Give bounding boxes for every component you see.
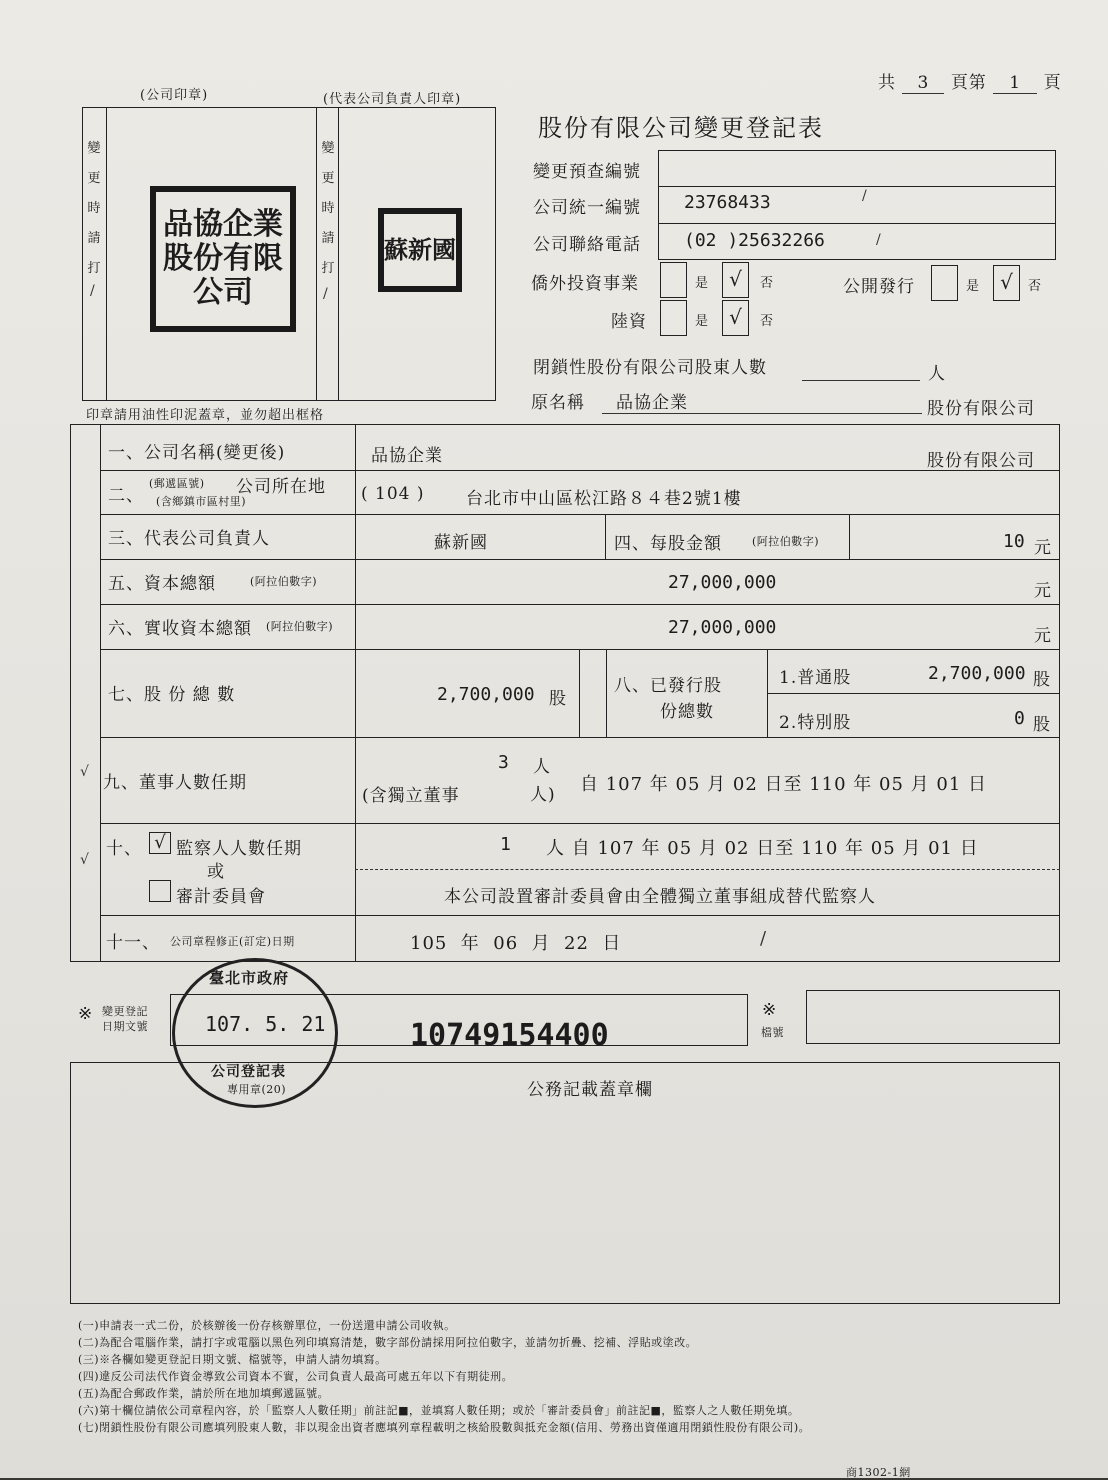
- government-stamp: 臺北市政府 公司登記表 專用章(20): [172, 958, 338, 1108]
- public-label: 公開發行: [843, 277, 915, 297]
- par-value: 10: [1003, 531, 1025, 552]
- mainland-no-box[interactable]: √: [722, 300, 749, 336]
- note-item: (五)為配合郵政作業，請於所在地加填郵遞區號。: [78, 1387, 330, 1400]
- rep-change-note: 變更時請打: [321, 141, 335, 276]
- supervisor-term: 人 自 107 年 05 月 02 日至 110 年 05 月 01 日: [546, 838, 979, 859]
- mainland-label: 陸資: [611, 312, 647, 332]
- special-stock-value: 0: [1014, 708, 1025, 729]
- company-change-note: 變更時請打: [87, 141, 101, 276]
- form-title: 股份有限公司變更登記表: [538, 114, 824, 142]
- public-yes-box[interactable]: [931, 265, 958, 301]
- phone-value: (02 )25632266: [684, 230, 825, 251]
- postal-code: ( 104 ): [361, 484, 425, 504]
- special-stock-label: 2.特別股: [779, 713, 852, 733]
- note-item: (六)第十欄位請依公司章程內容，於「監察人人數任期」前註記■，並填寫人數任期；或於「審計委員會」前註記■，監察人之人數任期免填。: [78, 1404, 800, 1417]
- original-name-value: 品協企業: [616, 393, 688, 413]
- directors-label: 九、董事人數任期: [103, 773, 247, 793]
- registration-date: 107. 5. 21: [205, 1012, 326, 1036]
- mainland-yes-box[interactable]: [660, 300, 687, 336]
- note-item: (七)閉鎖性股份有限公司應填列股東人數，非以現金出資者應填列章程載明之核給股數與抵充金額(信用、勞務出資僅適用閉鎖性股份有限公司)。: [78, 1421, 811, 1434]
- phone-label: 公司聯絡電話: [533, 235, 641, 255]
- form-paper: 共 3 頁第 1 頁 (公司印章) (代表公司負責人印章) 變更時請打 變更時請打 / / 品協企業股份有限公司 蘇新國 印章請用油性印泥蓋章，並勿超出框格 股份有限公司變更登記表 變更預查編號 公司統一編號 23768433 / 公司聯絡電話 (02 )25632266 / 僑外投資事業 是 √ 否 公開發行 是 √ 否 陸資 是 √ 否 閉鎖性股份有限公司股東人數 人 原名稱 品協企業 股份有限公司 一、公司名稱(變更後) 品協企業 股份有限公司 二、 (郵遞區號) 公司所在地 (含鄉鎮市區村里) ( 104 ) 台北市中山區松江路８４巷2號1樓 三、代表公司負責人 蘇新國 四、每股金額 (阿拉伯數字) 10 元 五、資本總額 (阿拉伯數字) 27,000,000 元 六、實收資本總額 (阿拉伯數字) 27,000,000 元 七、股 份 總 數 2,700,000 股 八、已發行股 份總數 1.普通股 2,700,000 股 2.特別股 0 股 √ 九、董事人數任期 3 人 (含獨立董事 人) 自 107 年 05 月 02 日至 110 年 05 月 01 日 √ 十、 √ 監察人人數任期 或 審計委員會 1 人 自 107 年 05 月 02 日至 110 年 05 月 01 日 本公司設置審計委員會由全體獨立董事組成替代監察人 十一、 公司章程修正(訂定)日期 105 年 06 月 22 日 / ※ 變更登記 日期文號 107. 5. 21 10749154400 ※ 檔號 臺北市政府 公司登記表 專用章(20) 公務記載蓋章欄 (一)申請表一式二份，於核辦後一份存核辦單位，一份送還申請公司收執。 (二)為配合電腦作業，請打字或電腦以黑色列印填寫清楚，數字部份請採用阿拉伯數字，並請勿折疊、挖補、浮貼或塗改。 (三)※各欄如變更登記日期文號、檔號等，申請人請勿填寫。 (四)違反公司法代作資金導致公司資本不實，公司負責人最高可處五年以下有期徒刑。 (五)為配合郵政作業，請於所在地加填郵遞區號。 (六)第十欄位請依公司章程內容，於「監察人人數任期」前註記■，並填寫人數任期；或於「審計委員會」前註記■，監察人之人數任期免填。 (七)閉鎖性股份有限公司應填列股東人數，非以現金出資者應填列章程載明之核給股數與抵充金額(信用、勞務出資僅適用閉鎖性股份有限公司)。 商1302-1網: [0, 0, 1108, 1478]
- audit-committee-label: 審計委員會: [176, 887, 266, 907]
- capital-value: 27,000,000: [668, 572, 777, 593]
- supervisor-checkbox[interactable]: √: [149, 832, 171, 854]
- representative-label: 三、代表公司負責人: [108, 529, 270, 549]
- rep-seal-label: (代表公司負責人印章): [323, 92, 462, 107]
- address-label: 公司所在地: [236, 477, 326, 497]
- closed-shareholders-label: 閉鎖性股份有限公司股東人數: [533, 358, 767, 378]
- company-seal: 品協企業股份有限公司: [150, 186, 296, 332]
- registration-doc-number: 10749154400: [410, 1018, 609, 1053]
- independent-directors-label: (含獨立董事: [362, 786, 460, 806]
- total-shares-label: 七、股 份 總 數: [108, 685, 236, 705]
- file-no-label: 檔號: [761, 1026, 784, 1039]
- par-value-label: 四、每股金額: [614, 534, 722, 554]
- precheck-no-label: 變更預查編號: [533, 162, 641, 182]
- original-name-label: 原名稱: [531, 393, 585, 413]
- audit-committee-note: 本公司設置審計委員會由全體獨立董事組成替代監察人: [444, 887, 876, 907]
- overseas-label: 僑外投資事業: [531, 274, 639, 294]
- page-counter: 共 3 頁第 1 頁: [878, 73, 1062, 93]
- audit-committee-checkbox[interactable]: [149, 880, 171, 902]
- company-name-label: 一、公司名稱(變更後): [108, 443, 286, 463]
- note-item: (一)申請表一式二份，於核辦後一份存核辦單位，一份送還申請公司收執。: [78, 1319, 456, 1332]
- form-code: 商1302-1網: [846, 1466, 911, 1479]
- articles-date-value: 105 年 06 月 22 日: [410, 933, 622, 954]
- file-no-box: [806, 990, 1060, 1044]
- uniform-no-value: 23768433: [684, 192, 771, 213]
- paid-capital-label: 六、實收資本總額: [108, 619, 252, 639]
- note-item: (二)為配合電腦作業，請打字或電腦以黑色列印填寫清楚，數字部份請採用阿拉伯數字，並請勿折疊、挖補、浮貼或塗改。: [78, 1336, 698, 1349]
- official-remarks-label: 公務記載蓋章欄: [527, 1080, 653, 1100]
- note-item: (三)※各欄如變更登記日期文號、檔號等，申請人請勿填寫。: [78, 1353, 387, 1366]
- address-value: 台北市中山區松江路８４巷2號1樓: [466, 489, 742, 509]
- company-name-value: 品協企業: [371, 446, 443, 466]
- issued-shares-label: 八、已發行股: [614, 676, 722, 696]
- seal-instruction: 印章請用油性印泥蓋章，並勿超出框格: [86, 408, 325, 423]
- date-doc-label: 日期文號: [102, 1020, 148, 1033]
- supervisor-label: 監察人人數任期: [176, 839, 302, 859]
- representative-value: 蘇新國: [434, 533, 488, 553]
- capital-label: 五、資本總額: [108, 574, 216, 594]
- articles-date-label: 公司章程修正(訂定)日期: [170, 935, 295, 948]
- uniform-no-label: 公司統一編號: [533, 198, 641, 218]
- company-seal-label: (公司印章): [140, 88, 209, 103]
- directors-term: 自 107 年 05 月 02 日至 110 年 05 月 01 日: [580, 774, 987, 795]
- overseas-yes-box[interactable]: [660, 262, 687, 298]
- public-no-box[interactable]: √: [993, 265, 1020, 301]
- supervisor-count: 1: [500, 834, 511, 855]
- total-shares-value: 2,700,000: [437, 684, 535, 705]
- directors-count: 3: [498, 752, 509, 773]
- overseas-no-box[interactable]: √: [722, 262, 749, 298]
- common-stock-value: 2,700,000: [928, 663, 1026, 684]
- rep-seal: 蘇新國: [378, 208, 462, 292]
- paid-capital-value: 27,000,000: [668, 617, 777, 638]
- common-stock-label: 1.普通股: [779, 668, 852, 688]
- note-item: (四)違反公司法代作資金導致公司資本不實，公司負責人最高可處五年以下有期徒刑。: [78, 1370, 514, 1383]
